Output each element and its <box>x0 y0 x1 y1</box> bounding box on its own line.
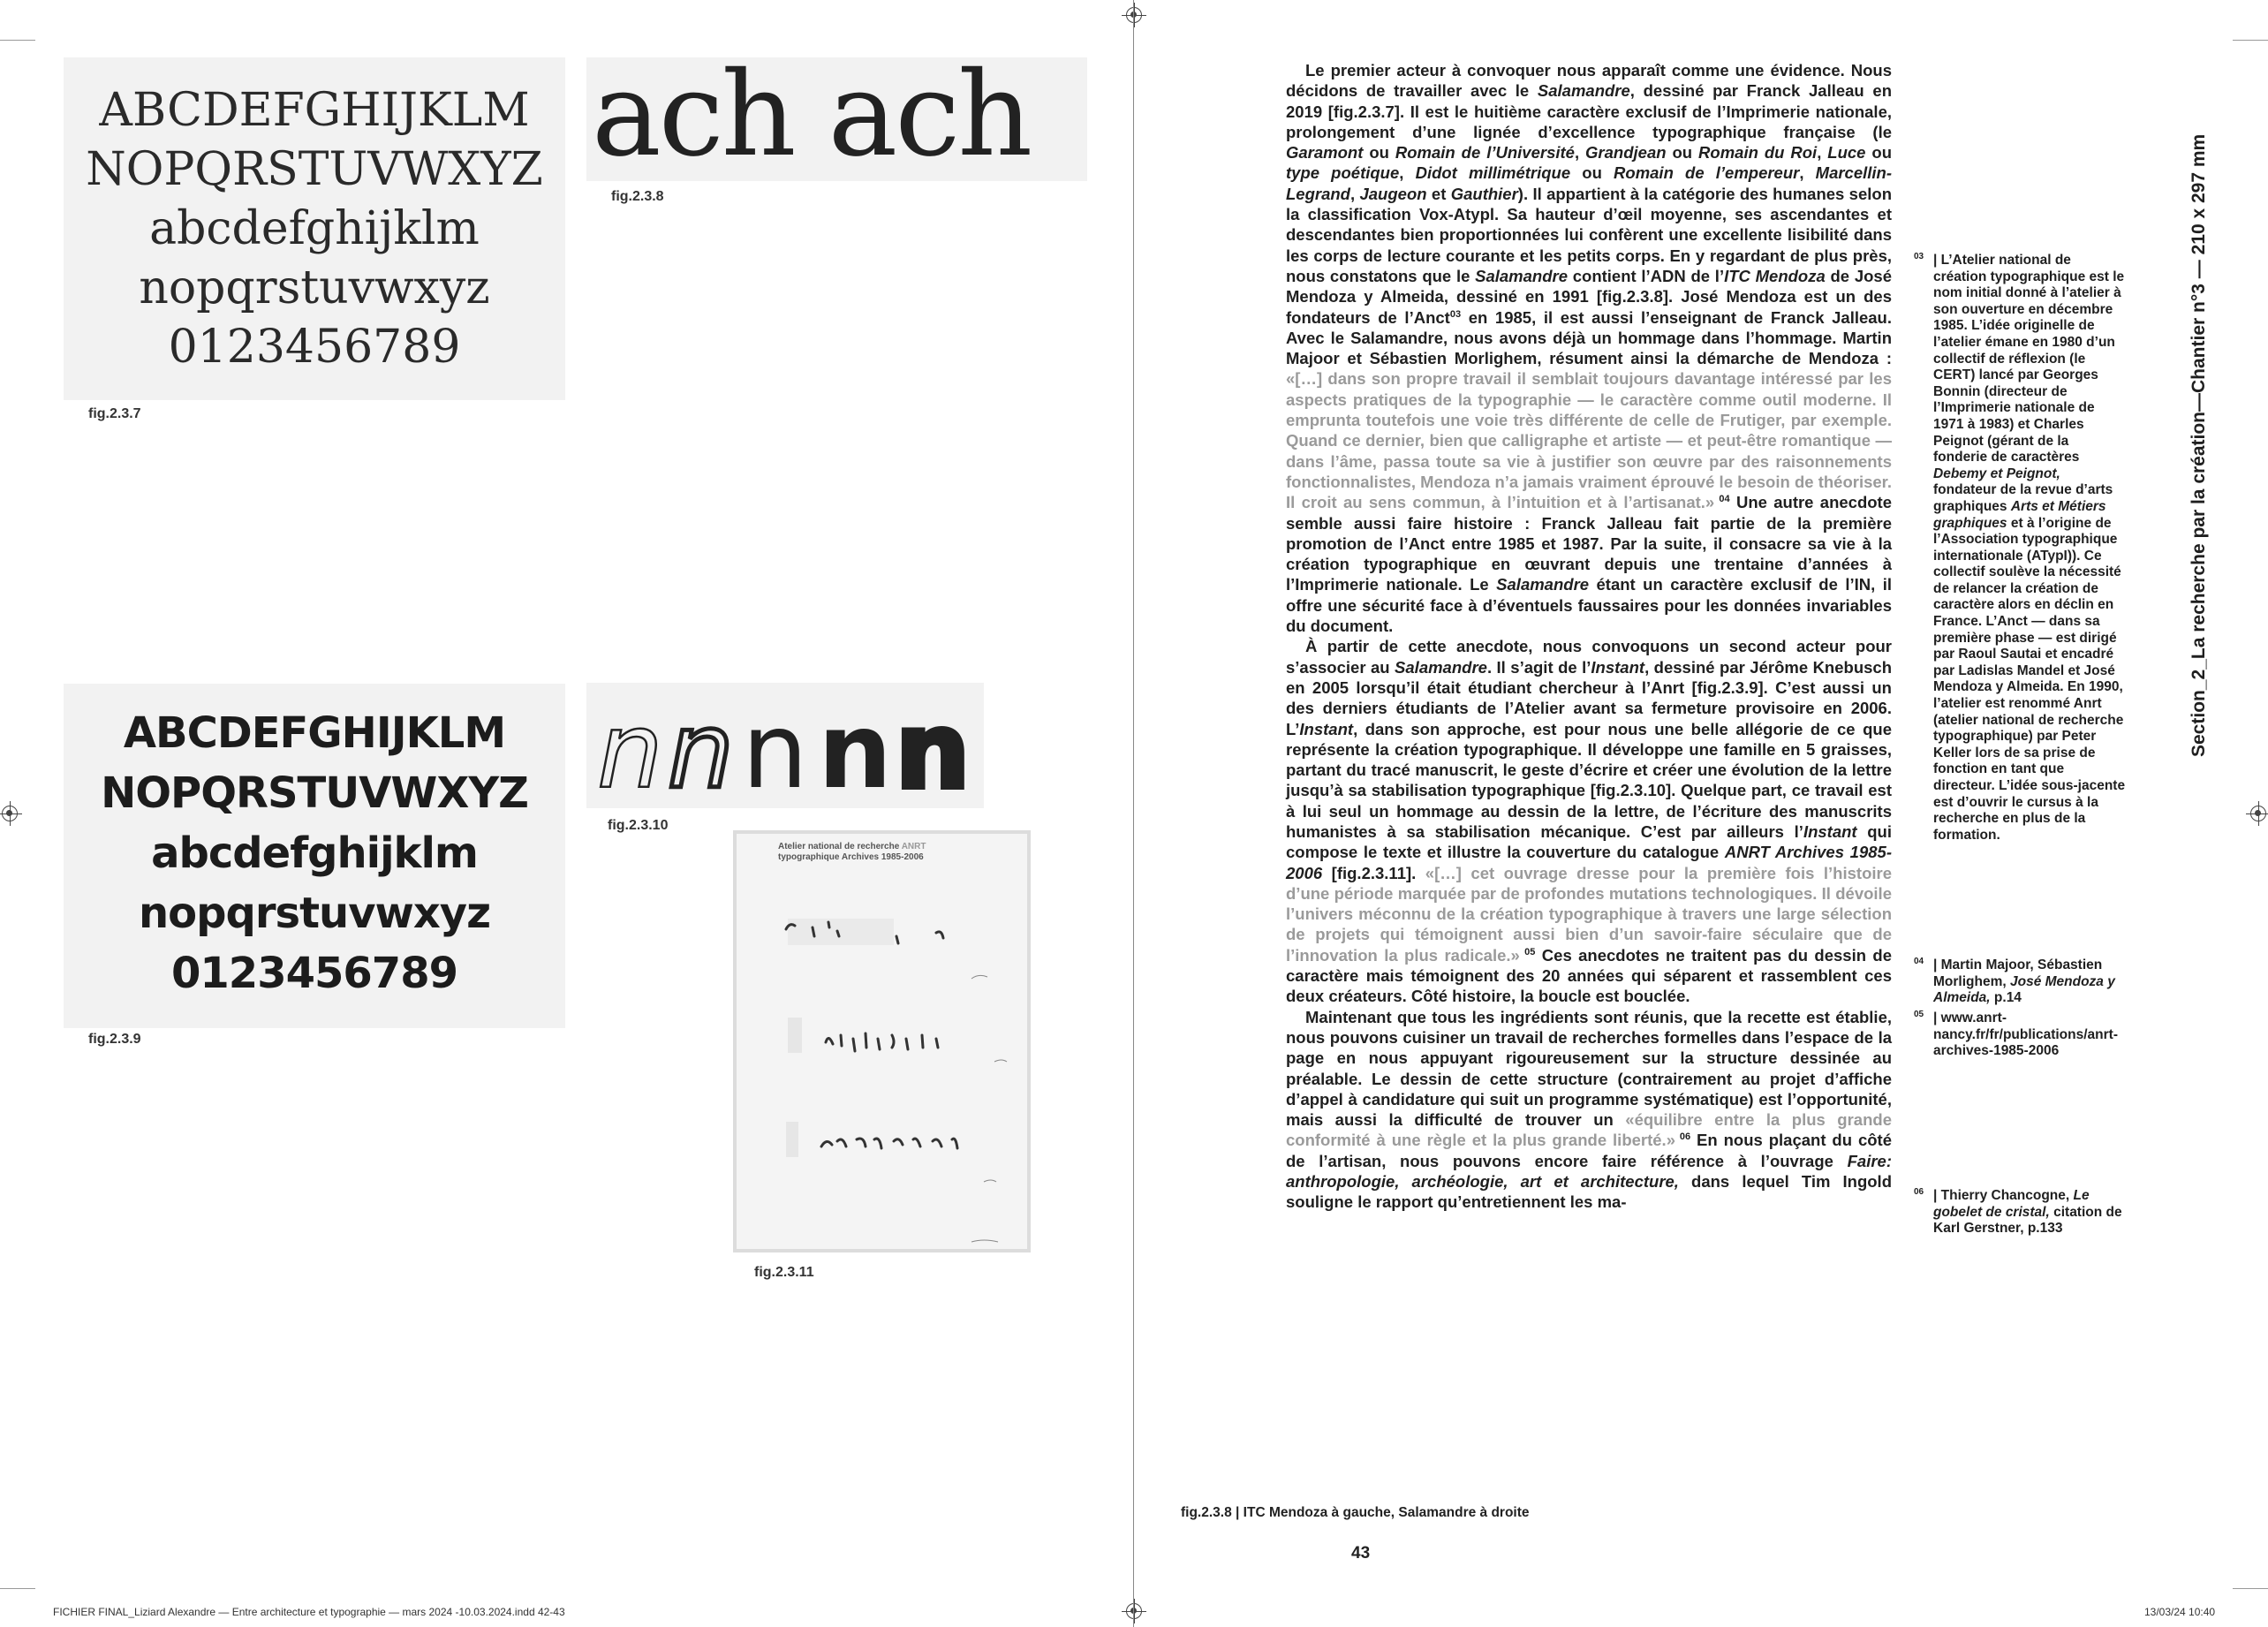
text-run: , <box>1574 143 1586 163</box>
specimen-weights <box>586 683 984 808</box>
registration-mark-icon <box>1126 1603 1142 1619</box>
paragraph <box>1286 60 1892 636</box>
svg-text:n: n <box>818 690 893 808</box>
registration-mark-icon <box>2250 806 2266 821</box>
italic-run: ANRT Archives 1985-2006 <box>1286 843 1892 882</box>
italic-run: Romain de l’Université <box>1395 143 1575 163</box>
italic-run: Didot millimétrique <box>1415 163 1571 183</box>
figure-caption: fig.2.3.8 | ITC Mendoza à gauche, Salamandre à droite <box>1181 1505 1530 1520</box>
text-run: étant un caractère exclusif de l’IN, il offre une sécurité face à d’éventuels faussaires pour les données invariables du document. <box>1286 575 1892 636</box>
quotation: «[…] dans son propre travail il semblait toujours davantage intéressé par les aspects pratiques de la typographie — le caractère comme outil moderne. Il emprunta toutefois une voie très différente de celle de Frutiger, par exemple. Quand ce dernier, bien que calligraphe et artiste — et peut-être romantique — dans l’âme, passa toute sa vie à justifier son œuvre par des raisonnements fonctionnalistes, Mendoza n’a jamais vraiment éprouvé le besoin de théoriser. Il croit au sens commun, à l’intuition et à l’artisanat.» <box>1286 369 1892 512</box>
italic-run: Salamandre <box>1475 266 1568 285</box>
text-run: dans lequel Tim Ingold souligne le rapport qu’entretiennent les ma- <box>1286 1172 1892 1212</box>
quotation: «équilibre entre la plus grande conformité à une règle et la plus grande liberté.» <box>1286 1110 1892 1150</box>
quotation: «[…] cet ouvrage dresse pour la première fois l’histoire d’une période marquée par de profondes mutations technologiques. Il dévoile l’univers méconnu de la création typographique à travers une large sélection de projets qui témoignent aussi bien d’un savoir-faire séculaire que de l’innovation la plus radicale.» <box>1286 863 1892 965</box>
italic-run: Salamandre <box>1537 81 1630 101</box>
registration-mark-icon <box>2 806 18 821</box>
cover-strokes <box>733 830 1031 1252</box>
print-date: 13/03/24 10:40 <box>2144 1606 2216 1618</box>
text-run: Une autre anecdote semble aussi faire histoire : Franck Jalleau fait partie de la première promotion de l’Anct entre 1985 et 1987. Par la suite, il consacre sa vie à la création typographique en œuvrant depuis une trentaine d’années à l’Imprimerie nationale. Le <box>1286 493 1892 594</box>
catalogue-cover-image <box>733 830 1031 1252</box>
weights-sample <box>586 683 984 808</box>
specimen-line: 0123456789 <box>171 949 457 998</box>
file-slug: FICHIER FINAL_Liziard Alexandre — Entre architecture et typographie — mars 2024 -10.03.2024.indd 42-43 <box>53 1606 565 1618</box>
text-run: . Il s’agit de l’ <box>1486 657 1591 677</box>
figure-label: fig.2.3.7 <box>88 406 141 421</box>
text-run: , dessiné par Jérôme Knebusch en 2005 lorsqu’il était étudiant chercheur à l’Anrt [fig.2.3.9]. C’est aussi un des derniers étudiants de l’Atelier avant sa fermeture provisoire en 2006. L’ <box>1286 657 1892 738</box>
cover-title: Atelier national de recherche ANRT typographique Archives 1985-2006 <box>778 842 926 862</box>
text-run: , <box>1349 184 1360 203</box>
note-04: 04 | Martin Majoor, Sébastien Morlighem, José Mendoza y Almeida, p.14 <box>1914 957 2115 1006</box>
text-run: ). Il appartient à la catégorie des humanes selon la classification Vox-Atypl. Sa hauteur d’œil moyenne, ses ascendantes et descendantes bien proportionnées lui confèrent une excellente lisibilité dans les corps de lecture courante et les petits corps. En y regardant de plus près, nous constatons que le <box>1286 184 1892 285</box>
specimen-line: NOPQRSTUVWXYZ <box>86 143 543 196</box>
specimen-ach <box>586 47 1087 183</box>
text-run: ou <box>1363 143 1395 163</box>
specimen-line: NOPQRSTUVWXYZ <box>101 768 528 818</box>
svg-text:n: n <box>742 690 808 808</box>
note-reference: 05 <box>1519 946 1536 957</box>
note-reference: 06 <box>1675 1131 1691 1143</box>
italic-run: Garamont <box>1286 143 1364 163</box>
italic-run: type poétique <box>1286 163 1400 183</box>
specimen-line: nopqrstuvwxyz <box>139 261 490 314</box>
specimen-salamandre <box>64 57 565 400</box>
italic-run: ITC Mendoza <box>1724 266 1826 285</box>
italic-run: Jaugeon <box>1359 184 1427 203</box>
text-run: ou <box>1865 143 1893 163</box>
italic-run: Romain de l’empereur <box>1614 163 1800 183</box>
figure-label: fig.2.3.10 <box>608 818 669 833</box>
text-run: ou <box>1666 143 1699 163</box>
italic-run: Instant <box>1591 657 1645 677</box>
text-run: contient l’ADN de l’ <box>1568 266 1725 285</box>
ach-sample: ach ach <box>592 47 1031 183</box>
page-spine <box>1133 0 1134 1627</box>
specimen-line: ABCDEFGHIJKLM <box>99 84 530 137</box>
figure-label: fig.2.3.11 <box>754 1265 814 1280</box>
text-run: , <box>1799 163 1816 183</box>
note-06: 06 | Thierry Chancogne, Le gobelet de cristal, citation de Karl Gerstner, p.133 <box>1914 1187 2122 1237</box>
specimen-line: abcdefghijklm <box>149 202 480 255</box>
text-run: qui compose le texte et illustre la couverture du catalogue <box>1286 821 1892 862</box>
svg-text:n: n <box>597 690 663 808</box>
text-run: et <box>1426 184 1451 203</box>
text-run: , <box>1817 143 1828 163</box>
text-run: Ces anecdotes ne traitent pas du dessin de caractère mais témoignent des 20 années qui séparent et rassemblent ces deux créateurs. Côté histoire, la boucle est bouclée. <box>1286 945 1893 1006</box>
figure-label: fig.2.3.9 <box>88 1032 141 1047</box>
paragraph <box>1286 636 1892 1006</box>
italic-run: Salamandre <box>1496 575 1590 594</box>
specimen-instant <box>64 684 565 1028</box>
note-reference: 03 <box>1449 308 1462 320</box>
italic-run: Gauthier <box>1450 184 1518 203</box>
svg-text:n: n <box>668 690 734 808</box>
text-run: , dessiné par Franck Jalleau en 2019 [fig.2.3.7]. Il est le huitième caractère exclusif de l’Imprimerie nationale, prolongement d’une lignée d’excellence typographique française (le <box>1286 81 1892 141</box>
crop-mark <box>0 40 35 41</box>
text-run: En nous plaçant du côté de l’artisan, nous pouvons encore faire référence à l’ouvrage <box>1286 1131 1892 1170</box>
text-run: en 1985, il est aussi l’enseignant de Franck Jalleau. Avec le Salamandre, nous avons déjà un hommage dans l’hommage. Martin Majoor et Sébastien Morlighem, résument ainsi la démarche de Mendoza : <box>1286 307 1892 368</box>
italic-run: Instant <box>1803 821 1857 841</box>
italic-run: Grandjean <box>1585 143 1667 163</box>
note-reference: 04 <box>1714 494 1730 505</box>
crop-mark <box>2233 1588 2268 1589</box>
italic-run: Marcellin-Legrand <box>1286 163 1893 203</box>
note-05: 05 | www.anrt-nancy.fr/fr/publications/anrt-archives-1985-2006 <box>1914 1010 2118 1059</box>
text-run: ou <box>1570 163 1614 183</box>
italic-run: Instant <box>1299 719 1354 738</box>
italic-run: Salamandre <box>1395 657 1487 677</box>
text-run: [fig.2.3.11]. <box>1322 863 1425 882</box>
text-run: , dans son approche, est pour nous une belle allégorie de ce que représente la création typographique. Il développe une famille en 5 graisses, partant du tracé manuscrit, le geste d’écrire et créer une évolution de la lettre jusqu’à sa stabilisation typographique [fig.2.3.10]. Quelque part, ce travail est à lui seul un hommage au dessin de la lettre, de l’écriture des manuscrits humanistes à sa stabilisation mécanique. C’est par ailleurs l’ <box>1286 719 1892 841</box>
specimen-line: nopqrstuvwxyz <box>138 889 491 938</box>
crop-mark <box>0 1588 35 1589</box>
text-run: , <box>1399 163 1416 183</box>
body-text <box>1286 60 1892 1213</box>
paragraph <box>1286 1007 1892 1213</box>
text-run: À partir de cette anecdote, nous convoquons un second acteur pour s’associer au <box>1286 637 1892 677</box>
specimen-line: 0123456789 <box>168 321 461 374</box>
note-03: 03 | L’Atelier national de création typographique est le nom initial donné à l’atelier à son ouverture en décembre 1985. L’idée originelle de l’atelier émane en 1980 d’un collectif de réflexion (le CERT) lancé par Georges Bonnin (directeur de l’Imprimerie nationale de 1971 à 1983) et Charles Peignot (gérant de la fonderie de caractères Debemy et Peignot, fondateur de la revue d’arts graphiques Arts et Métiers graphiques et à l’origine de l’Association typographique internationale (ATypI)). Ce collectif soulève la nécessité de relancer la création de caractère alors en déclin en France. L’Anct — dans sa première phase — est dirigé par Raoul Sautai et encadré par Ladislas Mandel et José Mendoza y Almeida. En 1990, l’atelier est renommé Anrt (atelier national de recherche typographique) par Peter Keller lors de sa prise de fonction en tant que directeur. L’idée sous-jacente est d’ouvrir le cursus à la recherche en plus de la formation. <box>1914 252 2126 843</box>
text-run: Maintenant que tous les ingrédients sont réunis, que la recette est établie, nous pouvons cuisiner un travail de recherches formelles dans l’espace de la page en nous appuyant rigoureusement sur la structure dessinée au préalable. Le dessin de cette structure (contrairement au projet d’affiche d’appel à candidature qui suit un programme systématique) est l’opportunité, mais aussi la difficulté de trouver un <box>1286 1007 1892 1130</box>
italic-run: Luce <box>1827 143 1866 163</box>
page-number: 43 <box>1351 1544 1371 1563</box>
registration-mark-icon <box>1126 7 1142 23</box>
italic-run: Romain du Roi <box>1698 143 1818 163</box>
text-run: Le premier acteur à convoquer nous apparaît comme une évidence. Nous décidons de travailler avec le <box>1286 61 1892 101</box>
running-title: Section_2_La recherche par la création—Chantier n°3 — 210 x 297 mm <box>2189 133 2209 757</box>
specimen-line: abcdefghijklm <box>151 829 478 878</box>
italic-run: Faire: anthropologie, archéologie, art et architecture, <box>1286 1151 1892 1192</box>
text-run: de José Mendoza y Almeida, dessiné en 1991 [fig.2.3.8]. José Mendoza est un des fondateurs de l’Anct <box>1286 266 1892 327</box>
svg-text:n: n <box>896 690 971 808</box>
specimen-line: ABCDEFGHIJKLM <box>123 708 506 758</box>
figure-label: fig.2.3.8 <box>611 189 664 204</box>
crop-mark <box>2233 40 2268 41</box>
